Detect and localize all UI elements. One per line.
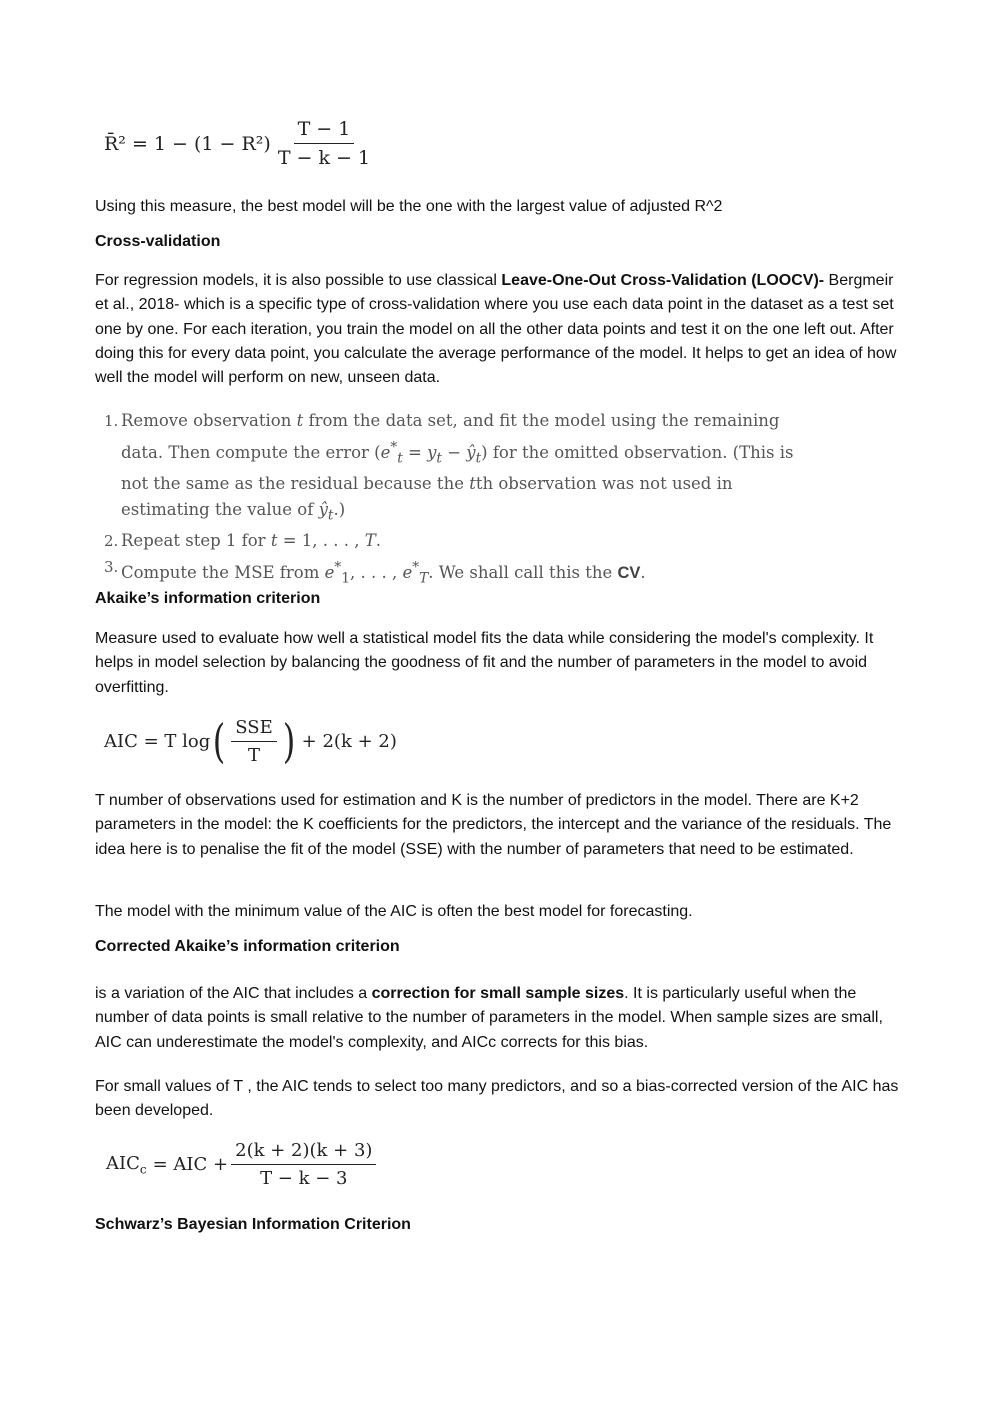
paragraph-aic: Measure used to evaluate how well a statistical model fits the data while considering the model's complexity. It helps in model selection by balancing the goodness of fit and the number of parameters in the model to avoid overfitting.	[95, 630, 874, 696]
fraction-numerator: T − 1	[294, 118, 355, 144]
paragraph-adjusted-r2: Using this measure, the best model will be the one with the largest value of adjusted R^2	[95, 198, 723, 215]
aicc-formula	[106, 1140, 379, 1189]
paragraph-small-t: For small values of T , the AIC tends to select too many predictors, and so a bias-corrected version of the AIC has been developed.	[95, 1078, 899, 1120]
step-number: 3.	[104, 558, 119, 577]
step-text: Remove observation t from the data set, and fit the model using the remaining data. Then compute the error ($e^*_t = y_t$ − $ŷ_t$) for the omitted observation. (This is not the same as the residual because the tth observation was not used in estimating the value of $ŷ_t$.)	[121, 411, 794, 524]
aicc-subscript: c	[139, 1162, 147, 1177]
fraction-numerator: 2(k + 2)(k + 3)	[231, 1140, 376, 1165]
step-end: .	[640, 562, 646, 582]
loocv-text-pre: For regression models, it is also possible to use classical	[95, 272, 502, 289]
left-paren: (	[212, 714, 226, 768]
formula-lhs: R̄²	[104, 132, 126, 155]
right-paren: )	[282, 714, 295, 768]
loocv-text-post: Bergmeir et al., 2018- which is a specific type of cross-validation where you use each data point in the dataset as a test set one by one. For each iteration, you train the model on all the other data points and test it on the one left out. After doing this for every data point, you calculate the average performance of the model. It helps to get an idea of how well the model will perform on new, unseen data.	[95, 272, 897, 387]
heading-cross-validation: Cross-validation	[95, 233, 221, 250]
loocv-steps-list	[104, 408, 804, 591]
aicc-symbol: AIC	[106, 1152, 140, 1174]
step-text: Compute the MSE from $e^*_1$, . . . , $e^*_T$. We shall call this the CV.	[121, 559, 646, 586]
loocv-term: Leave-One-Out Cross-Validation (LOOCV)-	[501, 272, 825, 289]
step-number: 1.	[104, 412, 119, 430]
fraction-numerator: SSE	[231, 717, 277, 742]
formula-eq: = AIC +	[152, 1154, 229, 1175]
formula-rhs: + 2(k + 2)	[301, 730, 397, 752]
formula-lhs	[106, 1153, 147, 1177]
aicc-text-post: . It is particularly useful when the number of data points is small relative to the number of parameters in the model. When sample sizes are small, AIC can underestimate the model's complexity, and AICc corrects for this bias.	[95, 985, 883, 1051]
formula-fraction	[274, 118, 374, 169]
aicc-text-pre: is a variation of the AIC that includes a	[95, 985, 372, 1002]
adjusted-r2-formula	[104, 118, 377, 169]
step-number: 2.	[104, 532, 119, 551]
formula-fraction	[231, 717, 277, 766]
paragraph-loocv	[95, 269, 910, 390]
formula-eq: = 1 − (1 − R²)	[131, 132, 271, 155]
aicc-term: correction for small sample sizes	[371, 985, 625, 1002]
step-text: Repeat step 1 for t = 1, . . . , T.	[121, 531, 381, 551]
aic-formula	[104, 713, 397, 769]
fraction-denominator: T − k − 1	[277, 147, 371, 169]
list-item	[104, 554, 804, 591]
fraction-denominator: T	[247, 744, 260, 766]
heading-aicc: Corrected Akaike’s information criterion	[95, 938, 400, 955]
formula-fraction	[231, 1140, 376, 1189]
paragraph-aicc	[95, 982, 910, 1055]
formula-lhs: AIC = T log	[104, 730, 211, 752]
list-item	[104, 528, 804, 554]
cv-term: CV	[617, 563, 641, 582]
paragraph-aic-explain: T number of observations used for estimation and K is the number of predictors in the model. There are K+2 parameters in the model: the K coefficients for the predictors, the intercept and the variance of the residuals. The idea here is to penalise the fit of the model (SSE) with the number of parameters that need to be estimated.	[95, 792, 892, 858]
heading-bic: Schwarz’s Bayesian Information Criterion	[95, 1216, 411, 1233]
fraction-denominator: T − k − 3	[260, 1168, 348, 1189]
list-item	[104, 408, 804, 528]
paragraph-aic-min: The model with the minimum value of the AIC is often the best model for forecasting.	[95, 903, 693, 920]
heading-aic: Akaike’s information criterion	[95, 590, 321, 607]
